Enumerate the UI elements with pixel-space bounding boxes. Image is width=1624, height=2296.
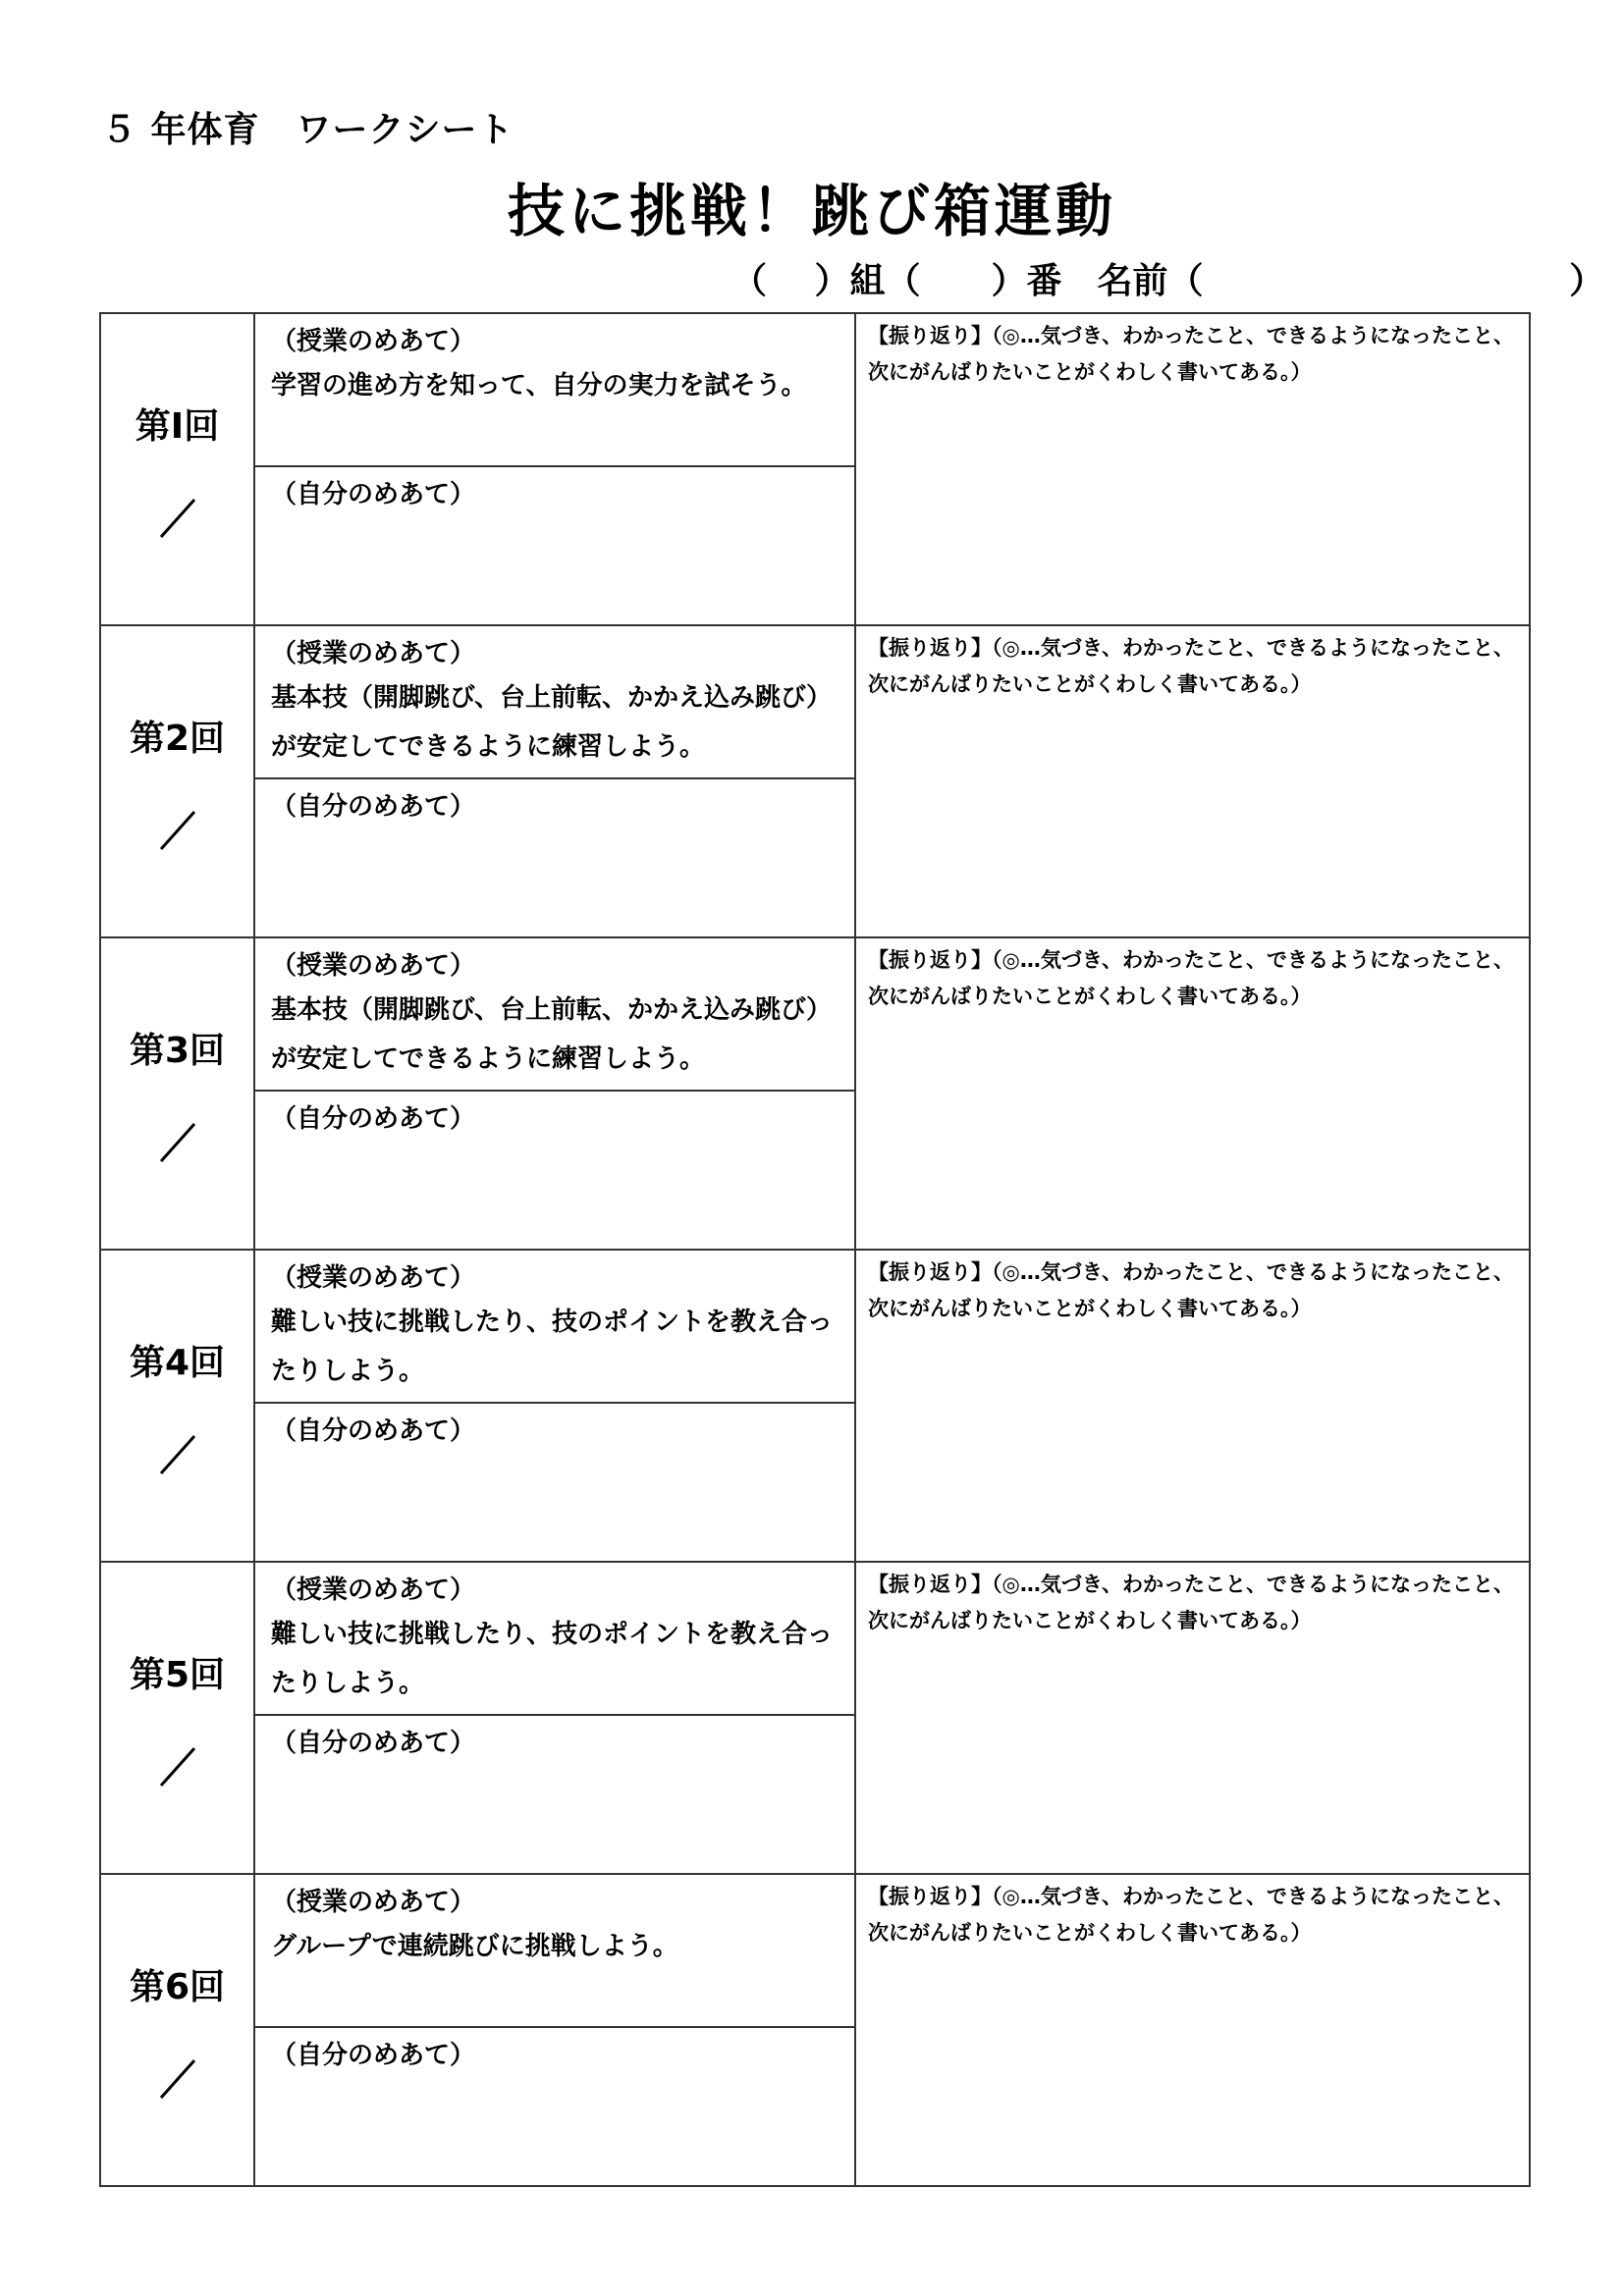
session-row xyxy=(100,1250,1530,1562)
date-slash-icon[interactable] xyxy=(155,1744,200,1789)
self-goal-box[interactable] xyxy=(255,467,854,624)
session-cell xyxy=(100,1250,254,1562)
session-number: 第4回 xyxy=(129,1342,226,1383)
session-number: 第6回 xyxy=(129,1966,226,2007)
class-goal-text: 難しい技に挑戦したり、技のポイントを教え合ったりしよう。 xyxy=(271,1308,834,1386)
class-goal-box xyxy=(255,314,854,467)
date-slash-icon[interactable] xyxy=(155,496,200,541)
goals-cell xyxy=(254,1874,855,2186)
goals-cell xyxy=(254,1250,855,1562)
session-row xyxy=(100,625,1530,937)
reflection-label: 【振り返り】（◎…気づき、わかったこと、できるようになったこと、次にがんばりたいことがくわしく書いてある。） xyxy=(868,1885,1514,1945)
goals-cell xyxy=(254,313,855,625)
date-slash-icon[interactable] xyxy=(155,808,200,853)
session-cell xyxy=(100,625,254,937)
reflection-label: 【振り返り】（◎…気づき、わかったこと、できるようになったこと、次にがんばりたいことがくわしく書いてある。） xyxy=(868,324,1514,384)
session-cell xyxy=(100,1874,254,2186)
class-goal-text: グループで連続跳びに挑戦しよう。 xyxy=(271,1932,678,1961)
class-goal-label: （授業のめあて） xyxy=(271,639,476,668)
self-goal-label: （自分のめあて） xyxy=(271,480,476,509)
session-number: 第2回 xyxy=(129,718,226,759)
self-goal-label: （自分のめあて） xyxy=(271,1729,476,1758)
goals-cell xyxy=(254,1562,855,1874)
session-row xyxy=(100,1562,1530,1874)
reflection-box[interactable] xyxy=(855,1250,1530,1562)
class-goal-label: （授業のめあて） xyxy=(271,1263,476,1293)
session-row xyxy=(100,1874,1530,2186)
reflection-label: 【振り返り】（◎…気づき、わかったこと、できるようになったこと、次にがんばりたいことがくわしく書いてある。） xyxy=(868,1260,1514,1320)
page-title: 技に挑戦！跳び箱運動 xyxy=(507,178,1116,244)
reflection-label: 【振り返り】（◎…気づき、わかったこと、できるようになったこと、次にがんばりたいことがくわしく書いてある。） xyxy=(868,636,1514,696)
class-goal-label: （授業のめあて） xyxy=(271,327,476,356)
reflection-box[interactable] xyxy=(855,1874,1530,2186)
class-goal-label: （授業のめあて） xyxy=(271,951,476,981)
worksheet-grade-title: ５ 年体育 ワークシート xyxy=(101,110,514,150)
date-slash-icon[interactable] xyxy=(155,1120,200,1165)
session-number: 第Ⅰ回 xyxy=(135,405,220,447)
self-goal-box[interactable] xyxy=(255,1092,854,1249)
class-goal-box xyxy=(255,938,854,1092)
self-goal-label: （自分のめあて） xyxy=(271,1104,476,1134)
self-goal-box[interactable] xyxy=(255,1404,854,1561)
class-goal-box xyxy=(255,1875,854,2028)
reflection-box[interactable] xyxy=(855,937,1530,1250)
self-goal-label: （自分のめあて） xyxy=(271,2041,476,2070)
reflection-box[interactable] xyxy=(855,313,1530,625)
self-goal-box[interactable] xyxy=(255,779,854,936)
class-goal-box xyxy=(255,626,854,779)
class-goal-label: （授業のめあて） xyxy=(271,1575,476,1605)
class-goal-box xyxy=(255,1251,854,1404)
session-table xyxy=(99,312,1531,2187)
self-goal-box[interactable] xyxy=(255,2028,854,2185)
session-row xyxy=(100,937,1530,1250)
session-cell xyxy=(100,1562,254,1874)
class-goal-label: （授業のめあて） xyxy=(271,1888,476,1917)
date-slash-icon[interactable] xyxy=(155,2056,200,2102)
session-cell xyxy=(100,313,254,625)
session-number: 第3回 xyxy=(129,1030,226,1071)
session-number: 第5回 xyxy=(129,1654,226,1695)
session-row xyxy=(100,313,1530,625)
self-goal-box[interactable] xyxy=(255,1716,854,1873)
goals-cell xyxy=(254,937,855,1250)
self-goal-label: （自分のめあて） xyxy=(271,792,476,822)
class-goal-text: 難しい技に挑戦したり、技のポイントを教え合ったりしよう。 xyxy=(271,1620,834,1698)
goals-cell xyxy=(254,625,855,937)
class-goal-text: 学習の進め方を知って、自分の実力を試そう。 xyxy=(271,371,807,400)
date-slash-icon[interactable] xyxy=(155,1432,200,1477)
student-name-line[interactable]: （ ）組（ ）番 名前（ ） xyxy=(731,261,1605,301)
reflection-box[interactable] xyxy=(855,1562,1530,1874)
self-goal-label: （自分のめあて） xyxy=(271,1416,476,1446)
reflection-label: 【振り返り】（◎…気づき、わかったこと、できるようになったこと、次にがんばりたいことがくわしく書いてある。） xyxy=(868,1573,1514,1632)
class-goal-text: 基本技（開脚跳び、台上前転、かかえ込み跳び）が安定してできるように練習しよう。 xyxy=(271,683,832,762)
session-cell xyxy=(100,937,254,1250)
reflection-label: 【振り返り】（◎…気づき、わかったこと、できるようになったこと、次にがんばりたいことがくわしく書いてある。） xyxy=(868,948,1514,1008)
class-goal-text: 基本技（開脚跳び、台上前転、かかえ込み跳び）が安定してできるように練習しよう。 xyxy=(271,995,832,1074)
class-goal-box xyxy=(255,1563,854,1716)
reflection-box[interactable] xyxy=(855,625,1530,937)
